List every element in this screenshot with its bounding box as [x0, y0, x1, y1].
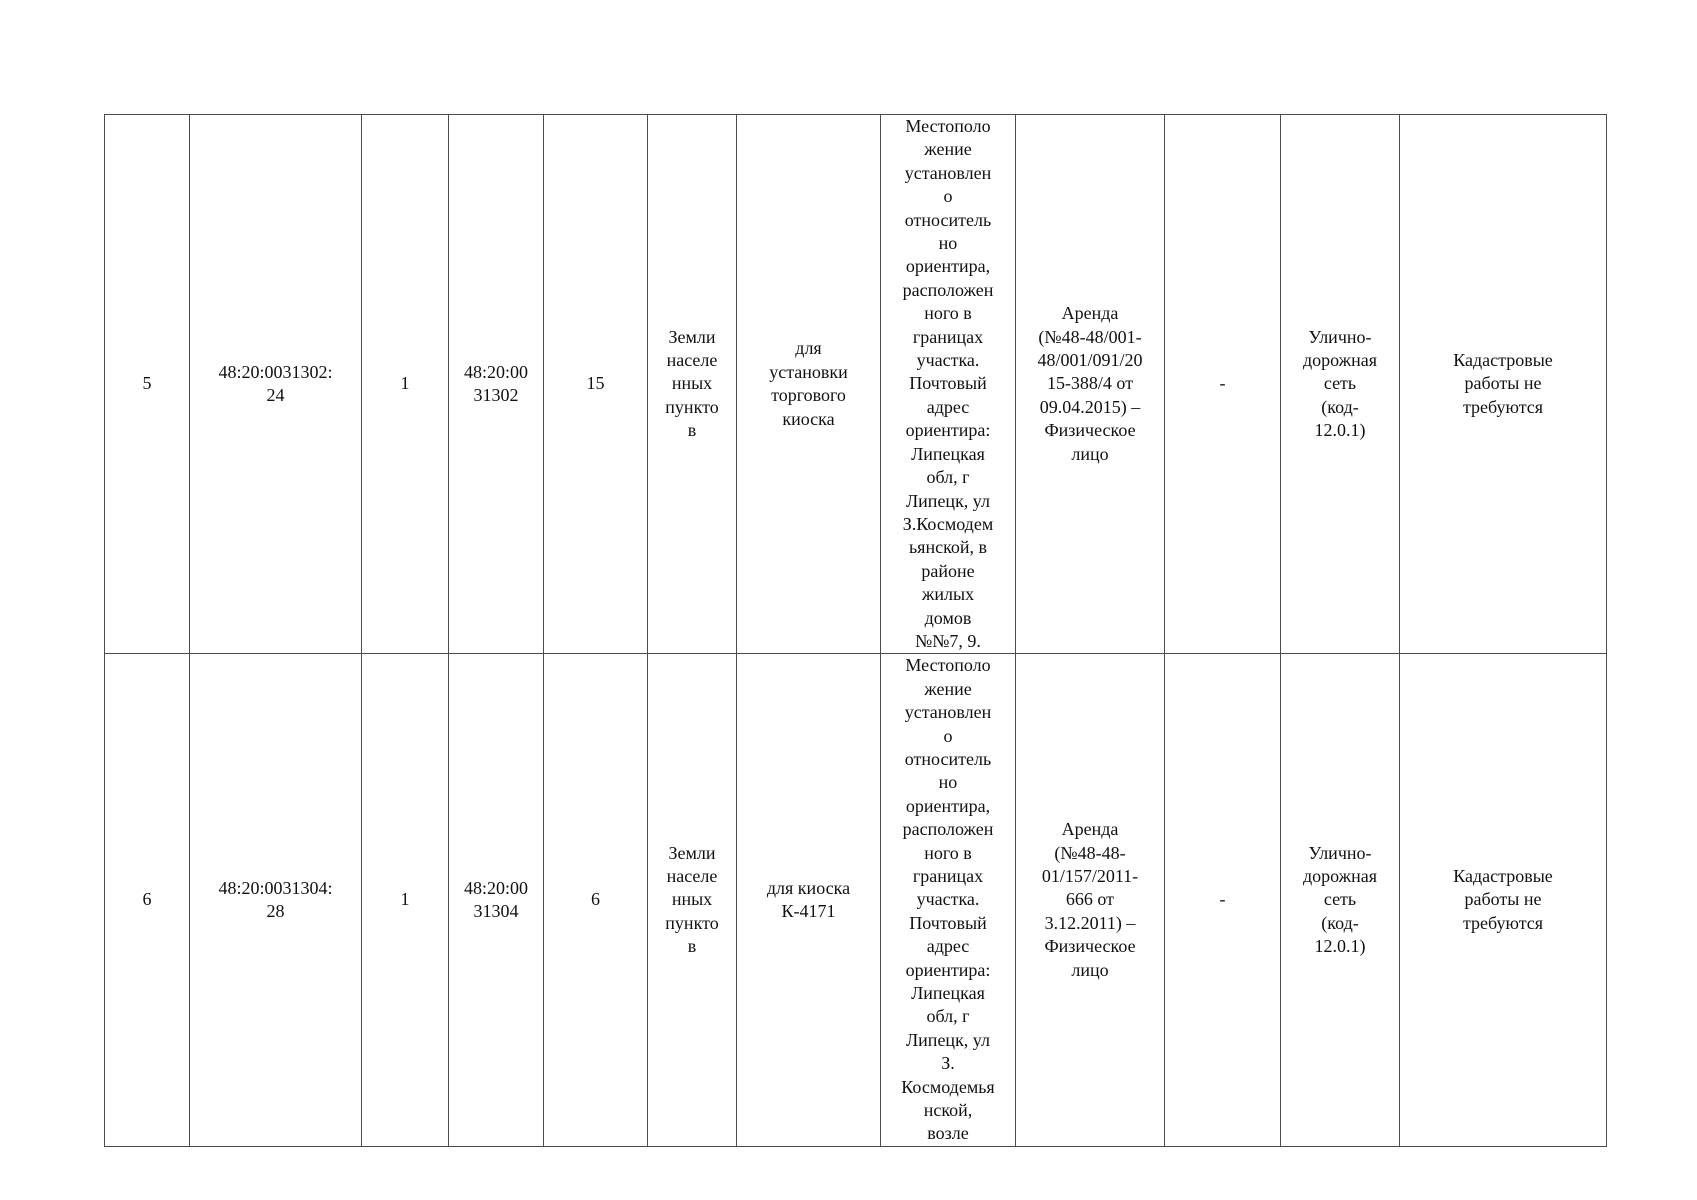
cell-text-line: о — [943, 725, 953, 746]
cell-text-line: сеть — [1323, 373, 1357, 394]
cell-text-line: 48:20:0031302: — [218, 361, 333, 382]
cell-text-line: К-4171 — [781, 901, 836, 922]
cell-text-line: 48/001/091/20 — [1037, 350, 1143, 371]
cell-text-line: обл, г — [926, 467, 970, 488]
location-cell — [881, 115, 1016, 654]
land-category-cell — [648, 654, 737, 1147]
cadastral-works-cell — [1400, 654, 1607, 1147]
cadastral-works-cell — [1400, 115, 1607, 654]
cell-text-line: киоска — [782, 408, 835, 429]
cell-text-line: относитель — [904, 209, 992, 230]
cell-text-line: расположен — [902, 279, 994, 300]
encumbrance-cell — [1016, 115, 1165, 654]
cell-text-line: 28 — [266, 901, 285, 922]
cadastral-quarter-cell — [449, 115, 544, 654]
cell-text-line: Аренда — [1061, 819, 1119, 840]
permitted-use-cell — [737, 654, 881, 1147]
cell-text-line: жение — [924, 678, 972, 699]
cell-text-line: для — [795, 338, 822, 359]
cell-text-line: З. — [941, 1053, 955, 1074]
cell-text-line: лицо — [1071, 443, 1109, 464]
cell-text-line: участка. — [916, 350, 980, 371]
table-row — [105, 654, 1607, 1147]
count-cell — [362, 115, 449, 654]
cell-text-line: 6 — [142, 889, 152, 910]
cadastral-number-cell — [190, 115, 362, 654]
cell-text-line: №№7, 9. — [915, 630, 981, 651]
cell-text-line: дорожная — [1302, 350, 1378, 371]
cell-text-line: установки — [769, 361, 848, 382]
cell-text-line: для киоска — [766, 877, 851, 898]
cell-text-line: Местополо — [905, 655, 991, 676]
cell-text-line: Земли — [668, 842, 716, 863]
cell-text-line: работы не — [1464, 373, 1542, 394]
cell-text-line: ьянской, в — [908, 537, 988, 558]
cell-text-line: - — [1219, 889, 1226, 910]
cell-text-line: Физическое — [1044, 936, 1136, 957]
cell-text-line: ориентира, — [905, 256, 991, 277]
cell-text-line: Аренда — [1061, 303, 1119, 324]
cell-text-line: (код- — [1321, 912, 1359, 933]
cell-text-line: сеть — [1323, 889, 1357, 910]
cell-text-line: расположен — [902, 819, 994, 840]
cell-text-line: 48:20:00 — [463, 361, 528, 382]
cell-text-line: ориентира: — [905, 959, 991, 980]
cell-text-line: торгового — [771, 385, 846, 406]
land-plots-table — [104, 114, 1607, 1147]
cell-text-line: Кадастровые — [1453, 350, 1553, 371]
cell-text-line: Космодемья — [901, 1076, 995, 1097]
cell-text-line: установлен — [904, 702, 992, 723]
row-number-cell — [105, 115, 190, 654]
cell-text-line: 48:20:00 — [463, 877, 528, 898]
cell-text-line: 01/157/2011- — [1041, 866, 1139, 886]
cell-text-line: в — [687, 420, 697, 441]
cell-text-line: Липецкая — [911, 983, 985, 1004]
cell-text-line: относитель — [904, 748, 992, 769]
cell-text-line: требуются — [1462, 912, 1544, 933]
cell-text-line: 5 — [142, 373, 152, 394]
dash-cell — [1165, 654, 1281, 1147]
cell-text-line: домов — [924, 607, 972, 628]
cell-text-line: Липецкая — [911, 443, 985, 464]
cadastral-number-cell — [190, 654, 362, 1147]
cell-text-line: пункто — [665, 396, 719, 417]
area-cell — [544, 115, 648, 654]
cell-text-line: районе — [921, 560, 975, 581]
cell-text-line: жилых — [921, 584, 975, 605]
cell-text-line: - — [1219, 373, 1226, 394]
cell-text-line: требуются — [1462, 396, 1544, 417]
cell-text-line: пункто — [665, 912, 719, 933]
cell-text-line: но — [938, 233, 958, 254]
cell-text-line: (№48-48- — [1054, 842, 1126, 863]
cell-text-line: 31302 — [473, 385, 519, 406]
cell-text-line: границах — [912, 326, 984, 347]
location-cell — [881, 654, 1016, 1147]
cell-text-line: Улично- — [1308, 842, 1372, 863]
cell-text-line: Физическое — [1044, 420, 1136, 441]
cell-text-line: нных — [671, 373, 713, 394]
cell-text-line: Липецк, ул — [905, 1029, 991, 1050]
cell-text-line: в — [687, 936, 697, 957]
cell-text-line: границах — [912, 866, 984, 886]
cell-text-line: ного в — [924, 303, 972, 324]
cell-text-line: нской, — [923, 1100, 973, 1121]
cell-text-line: 09.04.2015) – — [1039, 396, 1141, 417]
cell-text-line: З.Космодем — [902, 513, 994, 534]
cell-text-line: Местополо — [905, 116, 991, 136]
cell-text-line: дорожная — [1302, 866, 1378, 886]
cell-text-line: 24 — [266, 385, 285, 406]
cell-text-line: Улично- — [1308, 326, 1372, 347]
table-body — [105, 115, 1607, 1147]
cell-text-line: 666 от — [1065, 889, 1115, 910]
cell-text-line: ного в — [924, 842, 972, 863]
cell-text-line: населе — [666, 350, 718, 371]
cell-text-line: жение — [924, 139, 972, 160]
cell-text-line: установлен — [904, 162, 992, 183]
cell-text-line: участка. — [916, 889, 980, 910]
cell-text-line: 15 — [586, 373, 605, 394]
cell-text-line: ориентира: — [905, 420, 991, 441]
cell-text-line: (код- — [1321, 396, 1359, 417]
cell-text-line: (№48-48/001- — [1038, 326, 1142, 347]
cell-text-line: 48:20:0031304: — [218, 877, 333, 898]
cell-text-line: работы не — [1464, 889, 1542, 910]
row-number-cell — [105, 654, 190, 1147]
cell-text-line: адрес — [926, 936, 970, 957]
cell-text-line: 1 — [400, 889, 410, 910]
land-category-cell — [648, 115, 737, 654]
cell-text-line: 15-388/4 от — [1046, 373, 1134, 394]
cell-text-line: адрес — [926, 396, 970, 417]
permitted-use-cell — [737, 115, 881, 654]
cell-text-line: 3.12.2011) – — [1044, 912, 1136, 933]
cell-text-line: 31304 — [473, 901, 519, 922]
cell-text-line: Кадастровые — [1453, 866, 1553, 886]
count-cell — [362, 654, 449, 1147]
cell-text-line: нных — [671, 889, 713, 910]
cell-text-line: Липецк, ул — [905, 490, 991, 511]
cell-text-line: лицо — [1071, 959, 1109, 980]
cell-text-line: 1 — [400, 373, 410, 394]
cell-text-line: 12.0.1) — [1314, 420, 1366, 441]
cell-text-line: Почтовый — [909, 912, 987, 933]
cell-text-line: возле — [927, 1123, 969, 1144]
cell-text-line: 12.0.1) — [1314, 936, 1366, 957]
zone-cell — [1281, 654, 1400, 1147]
zone-cell — [1281, 115, 1400, 654]
cadastral-quarter-cell — [449, 654, 544, 1147]
cell-text-line: обл, г — [926, 1006, 970, 1027]
cell-text-line: Почтовый — [909, 373, 987, 394]
cell-text-line: о — [943, 186, 953, 207]
cell-text-line: ориентира, — [905, 795, 991, 816]
cell-text-line: Земли — [668, 326, 716, 347]
cell-text-line: но — [938, 772, 958, 793]
encumbrance-cell — [1016, 654, 1165, 1147]
table-row — [105, 115, 1607, 654]
area-cell — [544, 654, 648, 1147]
cell-text-line: 6 — [591, 889, 600, 910]
dash-cell — [1165, 115, 1281, 654]
cell-text-line: населе — [666, 866, 718, 886]
